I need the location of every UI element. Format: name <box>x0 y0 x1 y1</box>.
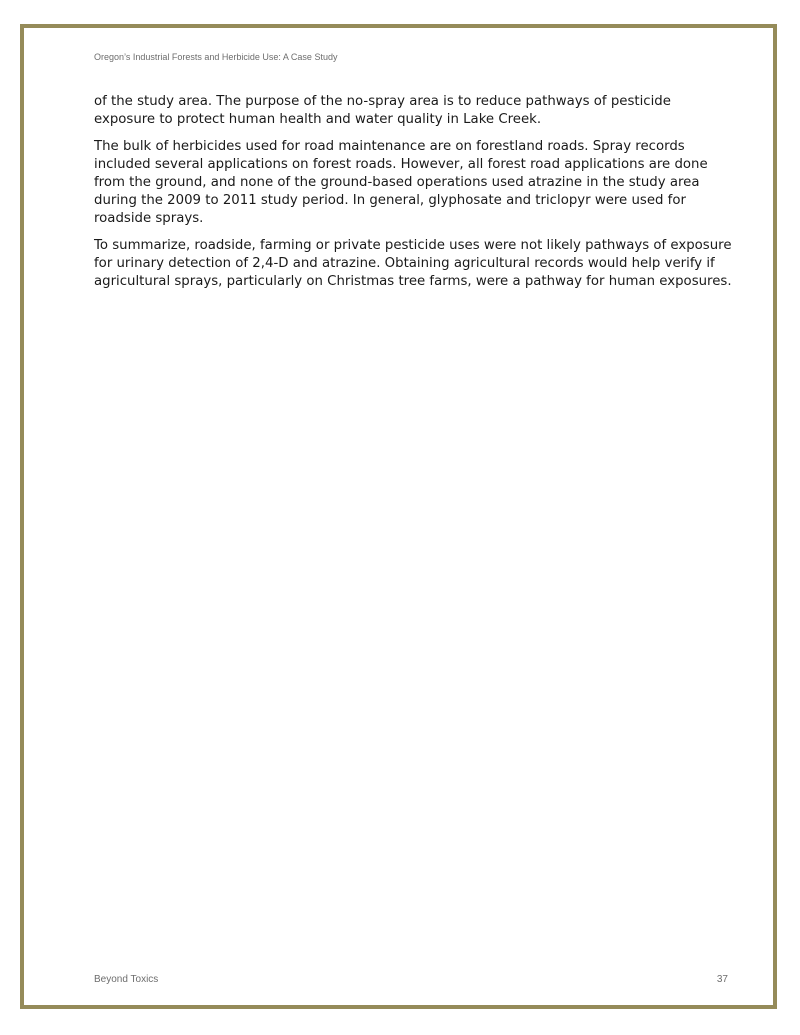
document-page <box>20 24 777 1009</box>
paragraph-1: of the study area. The purpose of the no-spray area is to reduce pathways of pesticide exposure to protect human health and water quality in Lake Creek. <box>94 94 671 127</box>
page-number: 37 <box>716 974 728 985</box>
running-header: Oregon’s Industrial Forests and Herbicide Use: A Case Study <box>94 52 338 62</box>
body-text <box>94 93 734 300</box>
paragraph-3: To summarize, roadside, farming or private pesticide uses were not likely pathways of exposure for urinary detection of 2,4-D and atrazine. Obtaining agricultural records would help verify if agricultural sprays, particularly on Christmas tree farms, were a pathway for human exposures. <box>94 238 732 289</box>
footer-organization: Beyond Toxics <box>94 974 159 985</box>
paragraph-2: The bulk of herbicides used for road maintenance are on forestland roads. Spray records included several applications on forest roads. However, all forest road applications are done from the ground, and none of the ground-based operations used atrazine in the study area during the 2009 to 2011 study period. In general, glyphosate and triclopyr were used for roadside sprays. <box>94 139 708 226</box>
